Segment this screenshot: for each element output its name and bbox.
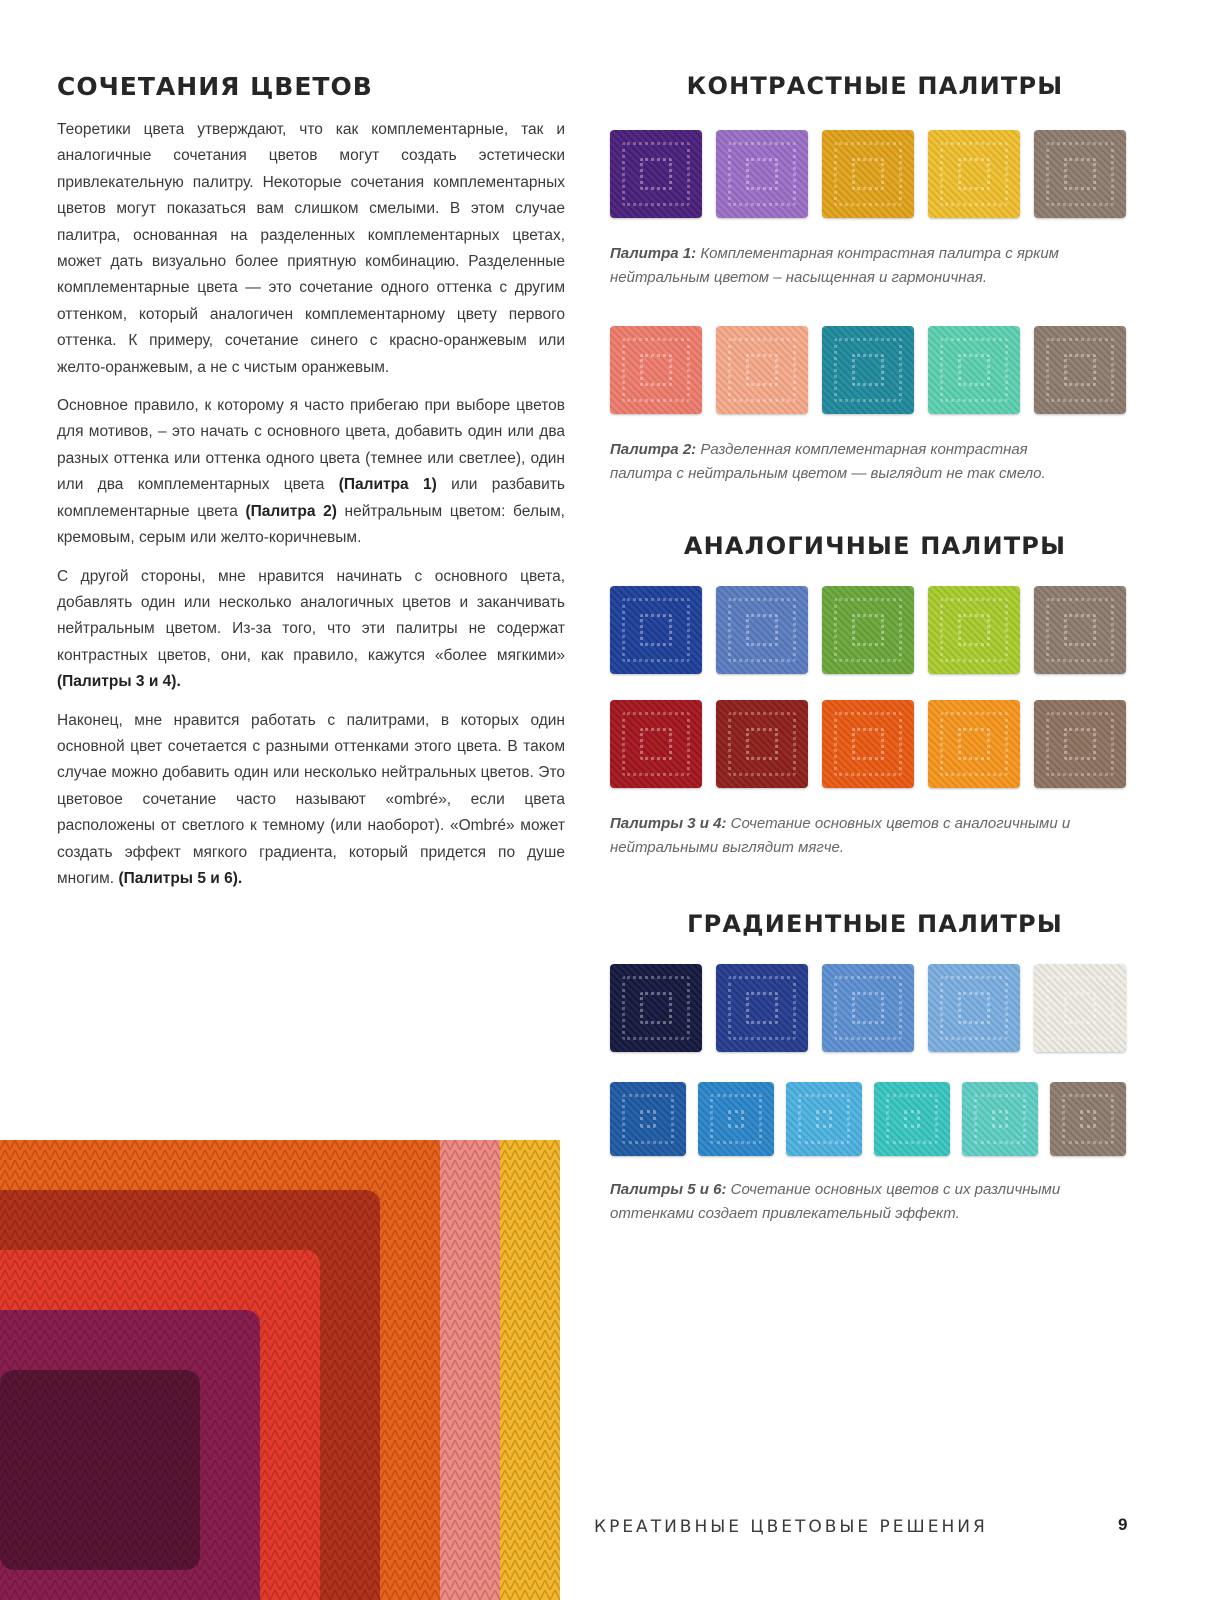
left-column xyxy=(57,72,565,904)
palettes-3-4-ref: (Палитры 3 и 4). xyxy=(57,673,181,691)
swatch-inner2 xyxy=(1064,158,1096,190)
footer-title: КРЕАТИВНЫЕ ЦВЕТОВЫЕ РЕШЕНИЯ xyxy=(594,1517,988,1537)
palette-6-swatches xyxy=(610,1082,1140,1156)
palette-6-swatch-3 xyxy=(786,1082,862,1156)
palette-4-swatch-4 xyxy=(928,700,1020,788)
palette-2-label: Палитра 2: xyxy=(610,441,697,458)
palette-1-ref: (Палитра 1) xyxy=(338,476,437,494)
palette-3-swatch-3 xyxy=(822,586,914,674)
palette-1-swatch-5 xyxy=(1034,130,1126,218)
palette-2-swatch-4 xyxy=(928,326,1020,414)
palette-3-swatch-2 xyxy=(716,586,808,674)
swatch-inner2 xyxy=(746,354,778,386)
palette-3-swatches xyxy=(610,586,1140,674)
palette-4-swatch-3 xyxy=(822,700,914,788)
swatch-inner2 xyxy=(640,1110,656,1128)
swatch-inner2 xyxy=(1064,354,1096,386)
swatch-inner2 xyxy=(640,614,672,646)
swatch-inner2 xyxy=(640,158,672,190)
palette-2-text: Разделенная комплементарная контрастная палитра с нейтральным цветом — выглядит не так смело. xyxy=(610,441,1046,482)
swatch-inner2 xyxy=(1064,728,1096,760)
swatch-inner2 xyxy=(958,728,990,760)
section-title: СОЧЕТАНИЯ ЦВЕТОВ xyxy=(57,72,373,101)
palette-5-swatch-3 xyxy=(822,964,914,1052)
swatch-inner2 xyxy=(640,992,672,1024)
palette-4-swatch-5 xyxy=(1034,700,1126,788)
right-column xyxy=(610,72,1140,1226)
palette-5-swatch-5 xyxy=(1034,964,1126,1052)
palette-1-swatch-4 xyxy=(928,130,1020,218)
gradient-heading: ГРАДИЕНТНЫЕ ПАЛИТРЫ xyxy=(687,910,1063,938)
palette-5-swatch-4 xyxy=(928,964,1020,1052)
palettes-5-6-caption xyxy=(610,1178,1130,1226)
palette-4-swatch-1 xyxy=(610,700,702,788)
palettes-3-4-label: Палитры 3 и 4: xyxy=(610,815,727,832)
palette-2-swatch-3 xyxy=(822,326,914,414)
swatch-inner2 xyxy=(958,614,990,646)
paragraph-2-text-d: нейтральным цветом: белым, кремовым, серым или желто-коричневым. xyxy=(57,502,565,547)
palette-5-swatch-2 xyxy=(716,964,808,1052)
swatch-inner2 xyxy=(852,354,884,386)
palette-5-swatch-1 xyxy=(610,964,702,1052)
analog-heading: АНАЛОГИЧНЫЕ ПАЛИТРЫ xyxy=(683,532,1067,560)
paragraph-4 xyxy=(57,708,565,893)
palettes-5-6-text: Сочетание основных цветов с их различными оттенками создает привлекательный эффект. xyxy=(610,1181,1061,1222)
palettes-3-4-text: Сочетание основных цветов с аналогичными и нейтральными выглядит мягче. xyxy=(610,815,1071,856)
crochet-square-photo xyxy=(0,1140,560,1600)
palette-6-swatch-4 xyxy=(874,1082,950,1156)
paragraph-2 xyxy=(57,393,565,551)
paragraph-1: Теоретики цвета утверждают, что как комплементарные, так и аналогичные сочетания цветов могут создать эстетически привлекательную палитру. Некоторые сочетания комплементарных цветов могут показаться вам слишком смелыми. В этом случае палитра, основанная на разделенных комплементарных цветах, может дать визуально более приятную комбинацию. Разделенные комплементарные цвета — это сочетание одного оттенка с другим оттенком, который аналогичен комплементарному цвету первого оттенка. К примеру, сочетание синего с красно-оранжевым или желто-оранжевым, а не с чистым оранжевым. xyxy=(57,121,565,376)
paragraph-4-text: Наконец, мне нравится работать с палитрами, в которых один основной цвет сочетается с разными оттенками этого цвета. В таком случае можно добавить один или несколько нейтральных цветов. Это цветовое сочетание часто называют «ombré», если цвета расположены от светлого к темному (или наоборот). «Ombré» может создать эффект мягкого градиента, который придется по душе многим. xyxy=(57,711,565,887)
palette-2-swatch-2 xyxy=(716,326,808,414)
swatch-inner2 xyxy=(958,992,990,1024)
palette-6-swatch-1 xyxy=(610,1082,686,1156)
swatch-inner2 xyxy=(904,1110,920,1128)
swatch-inner2 xyxy=(852,158,884,190)
palette-6-swatch-6 xyxy=(1050,1082,1126,1156)
palette-1-label: Палитра 1: xyxy=(610,245,697,262)
palette-1-swatch-1 xyxy=(610,130,702,218)
palette-1-swatch-2 xyxy=(716,130,808,218)
palette-4-swatch-2 xyxy=(716,700,808,788)
swatch-inner2 xyxy=(1064,614,1096,646)
swatch-inner2 xyxy=(1064,992,1096,1024)
swatch-inner2 xyxy=(640,728,672,760)
contrast-heading: КОНТРАСТНЫЕ ПАЛИТРЫ xyxy=(686,72,1064,100)
palette-4-swatches xyxy=(610,700,1140,788)
palette-6-swatch-5 xyxy=(962,1082,1038,1156)
swatch-inner2 xyxy=(958,158,990,190)
palette-3-swatch-5 xyxy=(1034,586,1126,674)
swatch-inner2 xyxy=(852,614,884,646)
palettes-3-4-caption xyxy=(610,812,1130,860)
palette-6-swatch-2 xyxy=(698,1082,774,1156)
paragraph-2-text-c: или разбавить комплементарные цвета xyxy=(57,476,565,520)
swatch-inner2 xyxy=(640,354,672,386)
swatch-inner2 xyxy=(852,728,884,760)
swatch-inner2 xyxy=(852,992,884,1024)
swatch-inner2 xyxy=(746,158,778,190)
swatch-inner2 xyxy=(958,354,990,386)
palette-2-swatch-5 xyxy=(1034,326,1126,414)
palette-1-text: Комплементарная контрастная палитра с ярким нейтральным цветом – насыщенная и гармоничная. xyxy=(610,245,1059,286)
palette-1-swatches xyxy=(610,130,1140,218)
palettes-5-6-ref: (Палитры 5 и 6). xyxy=(118,869,243,887)
palettes-5-6-label: Палитры 5 и 6: xyxy=(610,1181,727,1198)
swatch-inner2 xyxy=(746,992,778,1024)
palette-2-caption xyxy=(610,438,1070,486)
palette-3-swatch-1 xyxy=(610,586,702,674)
palette-2-swatch-1 xyxy=(610,326,702,414)
swatch-inner2 xyxy=(728,1110,744,1128)
palette-2-swatches xyxy=(610,326,1140,414)
paragraph-2-text-a: Основное правило, к которому я часто прибегаю при выборе цветов для мотивов, – это начать с основного цвета, добавить один или два разных оттенка или оттенка одного цвета (темнее или светлее), один или два комплементарных цвета xyxy=(57,397,565,494)
swatch-inner2 xyxy=(746,614,778,646)
page-number: 9 xyxy=(1118,1515,1128,1534)
palette-1-caption xyxy=(610,242,1110,290)
swatch-inner2 xyxy=(1080,1110,1096,1128)
crochet-square-image xyxy=(0,1140,560,1600)
palette-1-swatch-3 xyxy=(822,130,914,218)
swatch-inner2 xyxy=(746,728,778,760)
swatch-inner2 xyxy=(816,1110,832,1128)
palette-2-ref: (Палитра 2) xyxy=(245,502,337,520)
swatch-inner2 xyxy=(992,1110,1008,1128)
palette-3-swatch-4 xyxy=(928,586,1020,674)
paragraph-3 xyxy=(57,564,565,696)
paragraph-3-text: С другой стороны, мне нравится начинать с основного цвета, добавлять один или несколько аналогичных цветов и заканчивать нейтральным цветом. Из-за того, что эти палитры не содержат контрастных цветов, они, как правило, кажутся «более мягкими» xyxy=(57,567,565,664)
palette-5-swatches xyxy=(610,964,1140,1052)
